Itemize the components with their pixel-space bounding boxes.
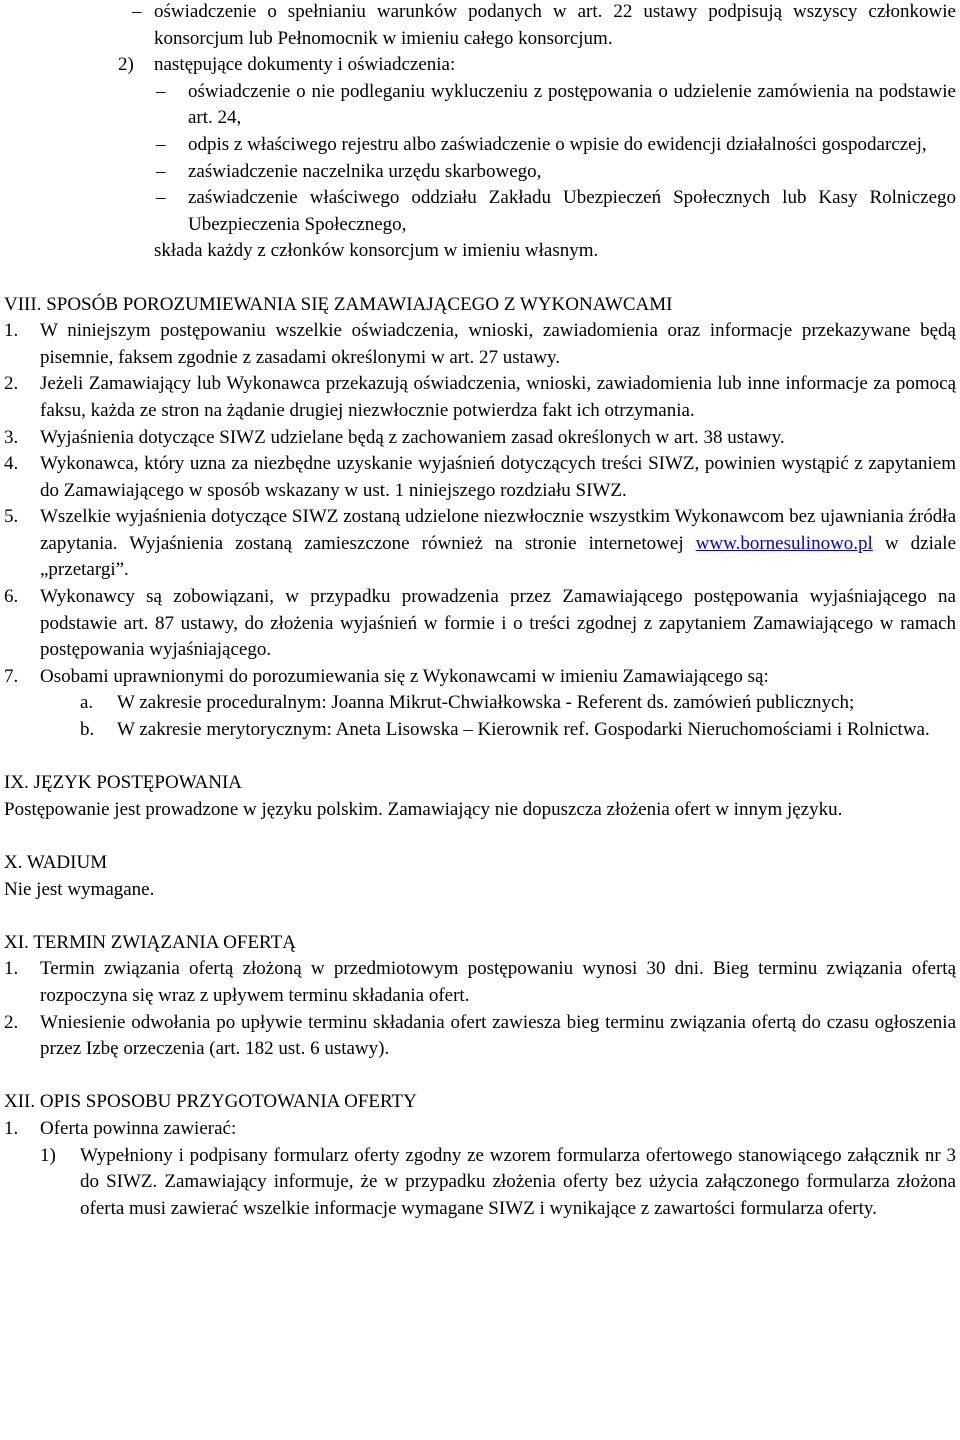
list-item-text: Wykonawca, który uzna za niezbędne uzyskanie wyjaśnień dotyczących treści SIWZ, powinien wystąpić z zapytaniem do Zamawiającego w sposób wskazany w ust. 1 niniejszego rozdziału SIWZ. [40,453,956,501]
list-item [4,371,956,424]
section-xii [4,1089,956,1222]
dash-bullet: – [156,160,166,182]
section-heading: XI. TERMIN ZWIĄZANIA OFERTĄ [4,931,296,953]
list-item-text: zaświadczenie naczelnika urzędu skarbowego, [188,160,542,182]
list-number: 1. [4,958,19,980]
section-viii [4,292,956,744]
list-item [4,1116,956,1143]
list-item [4,52,956,79]
list-item-text: oświadczenie o spełnianiu warunków podanych w art. 22 ustawy podpisują wszyscy członkowie konsorcjum lub Pełnomocnik w imieniu całego konsorcjum. [154,1,956,49]
list-item-text: Wniesienie odwołania po upływie terminu składania ofert zawiesza bieg terminu związania ofertą do czasu ogłoszenia przez Izbę orzeczenia (art. 182 ust. 6 ustawy). [40,1011,956,1060]
sub-list-number: 1) [40,1144,56,1166]
closing-text: składa każdy z członków konsorcjum w imieniu własnym. [154,240,599,262]
list-item-text: Wykonawcy są zobowiązani, w przypadku prowadzenia przez Zamawiającego postępowania wyjaśniającego na podstawie art. 87 ustawy, do złożenia wyjaśnień w formie i o treści zgodnej z zapytaniem Zamawiającego w ramach postępowania wyjaśniającego. [40,586,956,661]
list-item-text: Termin związania ofertą złożoną w przedmiotowym postępowaniu wynosi 30 dni. Bieg terminu związania ofertą rozpoczyna się wraz z upływem terminu składania ofert. [40,958,956,1006]
list-item-text: W niniejszym postępowaniu wszelkie oświadczenia, wnioski, zawiadomienia oraz informacje przekazywane będą pisemnie, faksem zgodnie z zasadami określonymi w art. 27 ustawy. [40,320,956,368]
list-number: 1. [4,320,19,342]
list-item [4,79,956,132]
sub-list-item-text: W zakresie proceduralnym: Joanna Mikrut-Chwiałkowska - Referent ds. zamówień publicznych; [117,692,855,714]
list-item-text: odpis z właściwego rejestru albo zaświadczenie o wpisie do ewidencji działalności gospodarczej, [188,133,927,155]
section-heading: X. WADIUM [4,852,108,873]
sub-list-letter: a. [80,692,94,714]
section-xi [4,930,956,1063]
section-heading: XII. OPIS SPOSOBU PRZYGOTOWANIA OFERTY [4,1091,417,1113]
section-vii-continuation [4,0,956,265]
list-item [4,132,956,159]
sub-list-item [4,1143,956,1223]
dash-bullet: – [156,80,166,102]
list-number: 6. [4,586,19,608]
list-item-text: Osobami uprawnionymi do porozumiewania się z Wykonawcami w imieniu Zamawiającego są: [40,665,769,687]
list-number: 5. [4,506,19,528]
list-item-text: Oferta powinna zawierać: [40,1117,237,1139]
list-item-text: Wszelkie wyjaśnienia dotyczące SIWZ zostaną udzielone niezwłocznie wszystkim Wykonawcom bez ujawniania źródła zapytania. Wyjaśnienia zostaną zamieszczone również na stronie internetowej [40,506,956,554]
sub-list-item-text: Wypełniony i podpisany formularz oferty zgodny ze wzorem formularza ofertowego stanowiącego załącznik nr 3 do SIWZ. Zamawiający informuje, że w przypadku złożenia oferty bez użycia załączonego formularza złożona oferta musi zawierać wszelkie informacje wymagane SIWZ i wynikające z zawartości formularza oferty. [80,1144,956,1219]
list-item-text-tail: w dziale „przetargi”. [40,532,957,581]
list-number: 3. [4,426,19,448]
website-link[interactable]: www.bornesulinowo.pl [695,532,873,554]
sub-list-item-text: W zakresie merytorycznym: Aneta Lisowska – Kierownik ref. Gospodarki Nieruchomościami i Rolnictwa. [117,719,930,741]
section-text: Nie jest wymagane. [4,878,155,900]
list-item [4,584,956,664]
list-item-text: zaświadczenie właściwego oddziału Zakładu Ubezpieczeń Społecznych lub Kasy Rolniczego Ubezpieczenia Społecznego, [188,187,956,235]
list-item-text: następujące dokumenty i oświadczenia: [154,54,456,76]
section-x [4,850,956,903]
dash-bullet: – [132,1,142,22]
section-heading: IX. JĘZYK POSTĘPOWANIA [4,772,243,794]
list-item-text: Jeżeli Zamawiający lub Wykonawca przekazują oświadczenia, wnioski, zawiadomienia lub inne informacje za pomocą faksu, każda ze stron na żądanie drugiej niezwłocznie potwierdza fakt ich otrzymania. [40,373,956,421]
sub-list-letter: b. [80,719,95,741]
list-number: 1. [4,1117,19,1139]
section-ix [4,770,956,823]
section-text: Postępowanie jest prowadzone w języku polskim. Zamawiający nie dopuszcza złożenia ofert w innym języku. [4,798,843,820]
list-item [4,664,956,691]
list-item [4,425,956,452]
document-page [4,0,956,1222]
section-heading: VIII. SPOSÓB POROZUMIEWANIA SIĘ ZAMAWIAJĄCEGO Z WYKONAWCAMI [4,293,673,315]
list-number: 4. [4,453,19,475]
list-number: 2. [4,373,19,395]
list-item [4,504,956,584]
dash-bullet: – [156,187,166,209]
sub-list-item [4,717,956,744]
list-item [4,159,956,186]
list-item [4,185,956,238]
list-number: 7. [4,665,19,687]
dash-bullet: – [156,133,166,155]
list-item [4,451,956,504]
list-number: 2. [4,1011,19,1033]
list-item-text: oświadczenie o nie podleganiu wykluczeniu z postępowania o udzielenie zamówienia na podstawie art. 24, [188,80,956,129]
list-item [4,0,956,52]
list-item [4,1010,956,1063]
list-number: 2) [118,54,134,76]
list-item [4,956,956,1009]
list-item-text: Wyjaśnienia dotyczące SIWZ udzielane będą z zachowaniem zasad określonych w art. 38 ustawy. [40,426,785,448]
list-item [4,318,956,371]
sub-list-item [4,690,956,717]
